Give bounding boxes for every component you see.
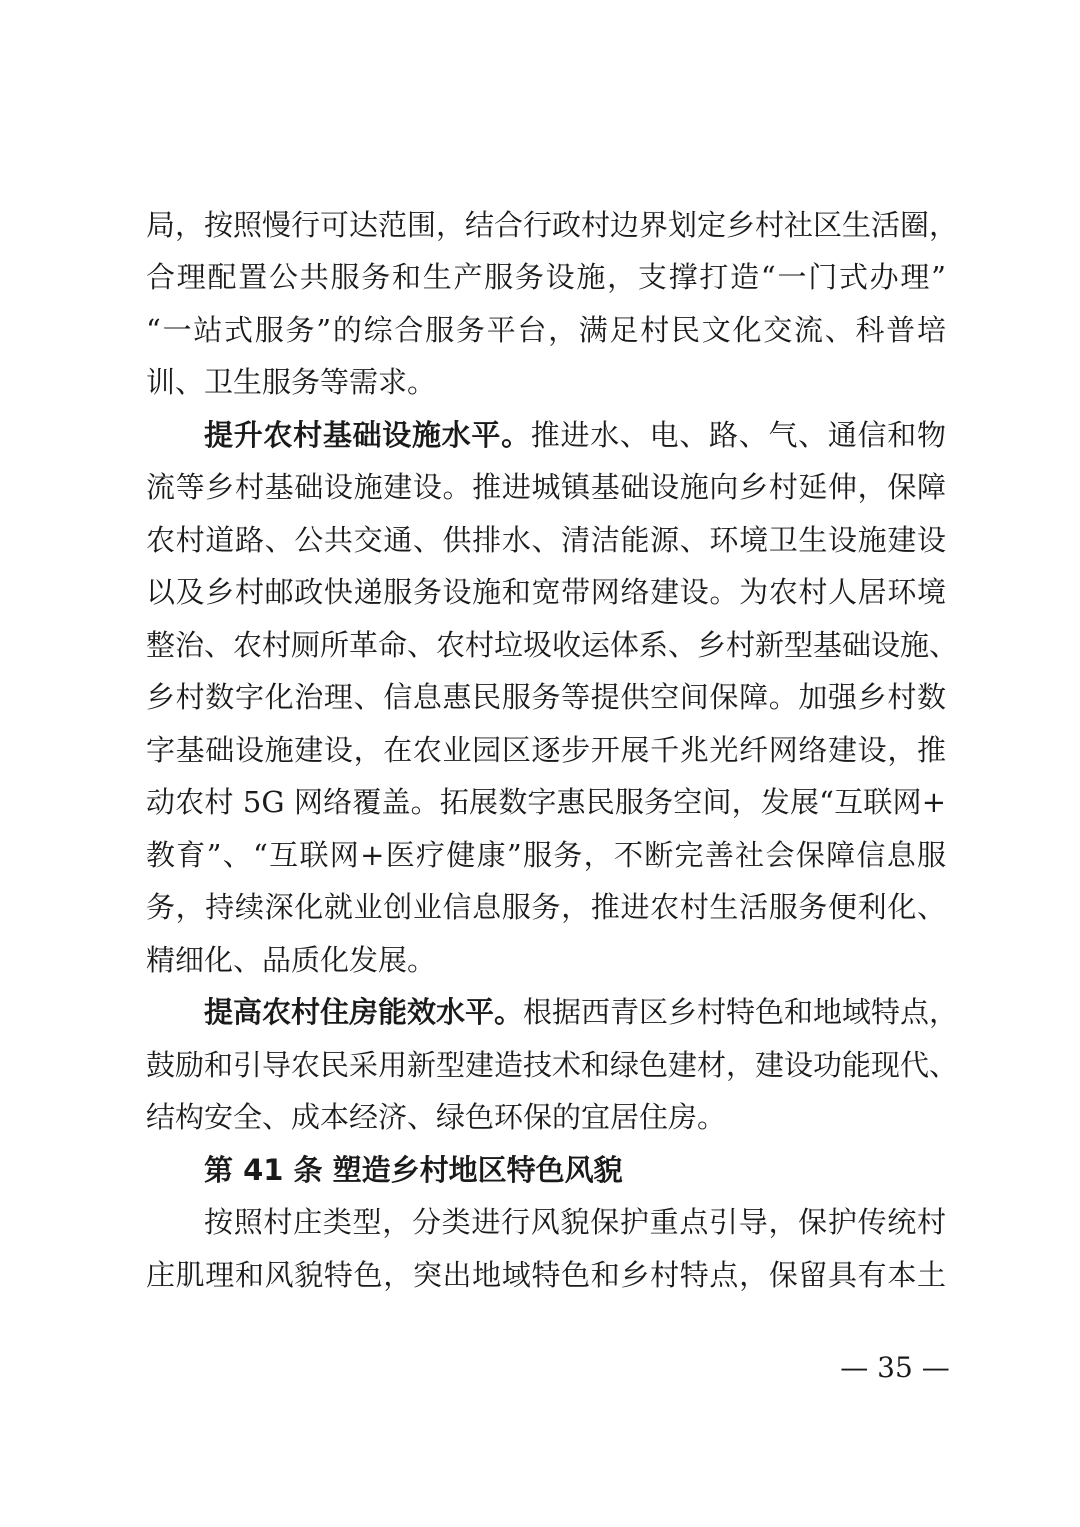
paragraph-line: 流等乡村基础设施建设。推进城镇基础设施向乡村延伸，保障	[146, 470, 946, 504]
paragraph-line: 以及乡村邮政快递服务设施和宽带网络建设。为农村人居环境	[146, 575, 946, 609]
paragraph-heading: 提升农村基础设施水平。	[204, 418, 531, 452]
paragraph-first-line	[204, 415, 946, 455]
paragraph-line: 训、卫生服务等需求。	[146, 365, 437, 399]
paragraph-text: 推进水、电、路、气、通信和物	[530, 418, 946, 452]
paragraph-line: 庄肌理和风貌特色，突出地域特色和乡村特点，保留具有本土	[146, 1258, 946, 1292]
paragraph-line: 精细化、品质化发展。	[146, 943, 437, 977]
paragraph-line: 教育”、“互联网+医疗健康”服务，不断完善社会保障信息服	[146, 838, 946, 872]
paragraph-heading: 提高农村住房能效水平。	[204, 995, 524, 1029]
paragraph-line: 合理配置公共服务和生产服务设施，支撑打造“一门式办理”	[146, 260, 946, 294]
paragraph-line: 结构安全、成本经济、绿色环保的宜居住房。	[146, 1100, 727, 1134]
paragraph-text: 根据西青区乡村特色和地域特点，	[523, 995, 959, 1029]
paragraph-line: 按照村庄类型，分类进行风貌保护重点引导，保护传统村	[204, 1205, 946, 1239]
article-title: 第 41 条 塑造乡村地区特色风貌	[204, 1153, 623, 1187]
paragraph-line: 局，按照慢行可达范围，结合行政村边界划定乡村社区生活圈，	[146, 208, 959, 242]
paragraph-line: 字基础设施建设，在农业园区逐步开展千兆光纤网络建设，推	[146, 733, 946, 767]
paragraph-line: 农村道路、公共交通、供排水、清洁能源、环境卫生设施建设	[146, 523, 946, 557]
paragraph-line: 乡村数字化治理、信息惠民服务等提供空间保障。加强乡村数	[146, 680, 946, 714]
paragraph-first-line	[204, 992, 959, 1032]
page-number: — 35 —	[840, 1351, 950, 1384]
paragraph-line: 务，持续深化就业创业信息服务，推进农村生活服务便利化、	[146, 890, 946, 924]
paragraph-line: 鼓励和引导农民采用新型建造技术和绿色建材，建设功能现代、	[146, 1048, 959, 1082]
paragraph-line: 动农村 5G 网络覆盖。拓展数字惠民服务空间，发展“互联网+	[146, 785, 946, 819]
paragraph-line: “一站式服务”的综合服务平台，满足村民文化交流、科普培	[146, 313, 946, 347]
paragraph-line: 整治、农村厕所革命、农村垃圾收运体系、乡村新型基础设施、	[146, 628, 959, 662]
